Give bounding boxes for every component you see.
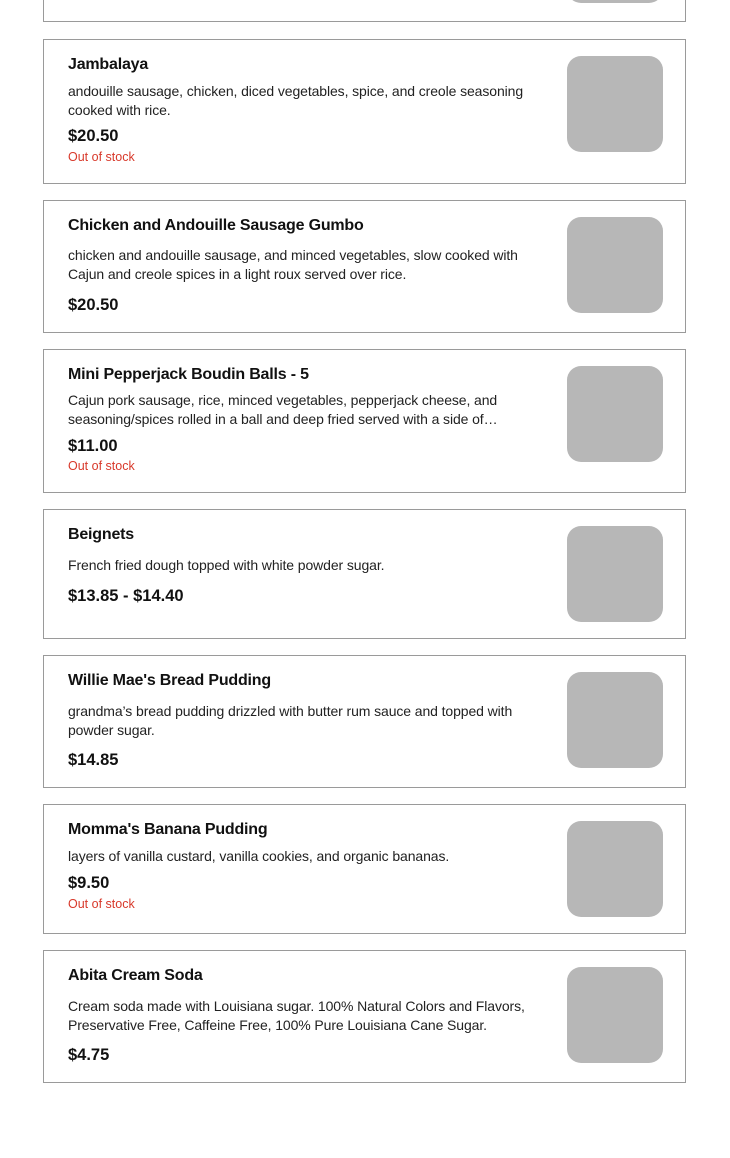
item-description: grandma’s bread pudding drizzled with butter rum sauce and topped with powder sugar. [68, 703, 513, 738]
item-price: $4.75 [68, 1046, 110, 1064]
item-name: Momma's Banana Pudding [68, 821, 268, 838]
item-thumbnail [567, 217, 663, 313]
item-name: Abita Cream Soda [68, 967, 203, 984]
item-description: French fried dough topped with white powder sugar. [68, 557, 385, 573]
item-name: Mini Pepperjack Boudin Balls - 5 [68, 366, 309, 383]
item-price: $9.50 [68, 874, 110, 892]
item-thumbnail [567, 366, 663, 462]
menu-item-card[interactable] [43, 655, 686, 788]
out-of-stock-label: Out of stock [68, 897, 135, 911]
menu-item-card[interactable] [43, 349, 686, 493]
menu-item-card[interactable] [43, 950, 686, 1083]
item-thumbnail [567, 0, 663, 3]
menu-item-card[interactable] [43, 804, 686, 934]
item-price: $13.85 - $14.40 [68, 587, 184, 605]
item-thumbnail [567, 56, 663, 152]
menu-item-card[interactable] [43, 200, 686, 333]
item-price: $20.50 [68, 296, 119, 314]
out-of-stock-label: Out of stock [68, 150, 135, 164]
item-name: Willie Mae's Bread Pudding [68, 672, 271, 689]
menu-item-card[interactable] [43, 509, 686, 639]
out-of-stock-label: Out of stock [68, 459, 135, 473]
item-name: Jambalaya [68, 56, 149, 73]
item-name: Chicken and Andouille Sausage Gumbo [68, 217, 364, 234]
menu-item-card[interactable] [43, 39, 686, 184]
item-description: layers of vanilla custard, vanilla cookies, and organic bananas. [68, 848, 450, 864]
item-description: chicken and andouille sausage, and minced vegetables, slow cooked with Cajun and creole spices in a light roux served over rice. [68, 247, 518, 282]
item-description: Cream soda made with Louisiana sugar. 100% Natural Colors and Flavors, Preservative Free, Caffeine Free, 100% Pure Louisiana Cane Sugar. [68, 998, 525, 1033]
item-description: andouille sausage, chicken, diced vegetables, spice, and creole seasoning cooked with rice. [68, 83, 524, 118]
item-description: Cajun pork sausage, rice, minced vegetables, pepperjack cheese, and seasoning/spices rolled in a ball and deep fried served with a side of… [68, 392, 498, 427]
item-thumbnail [567, 672, 663, 768]
item-price: $14.85 [68, 751, 119, 769]
item-thumbnail [567, 967, 663, 1063]
item-price: $20.50 [68, 127, 119, 145]
menu-item-card-partial[interactable] [43, 0, 686, 22]
item-name: Beignets [68, 526, 134, 543]
item-thumbnail [567, 821, 663, 917]
item-thumbnail [567, 526, 663, 622]
item-price: $11.00 [68, 437, 118, 455]
